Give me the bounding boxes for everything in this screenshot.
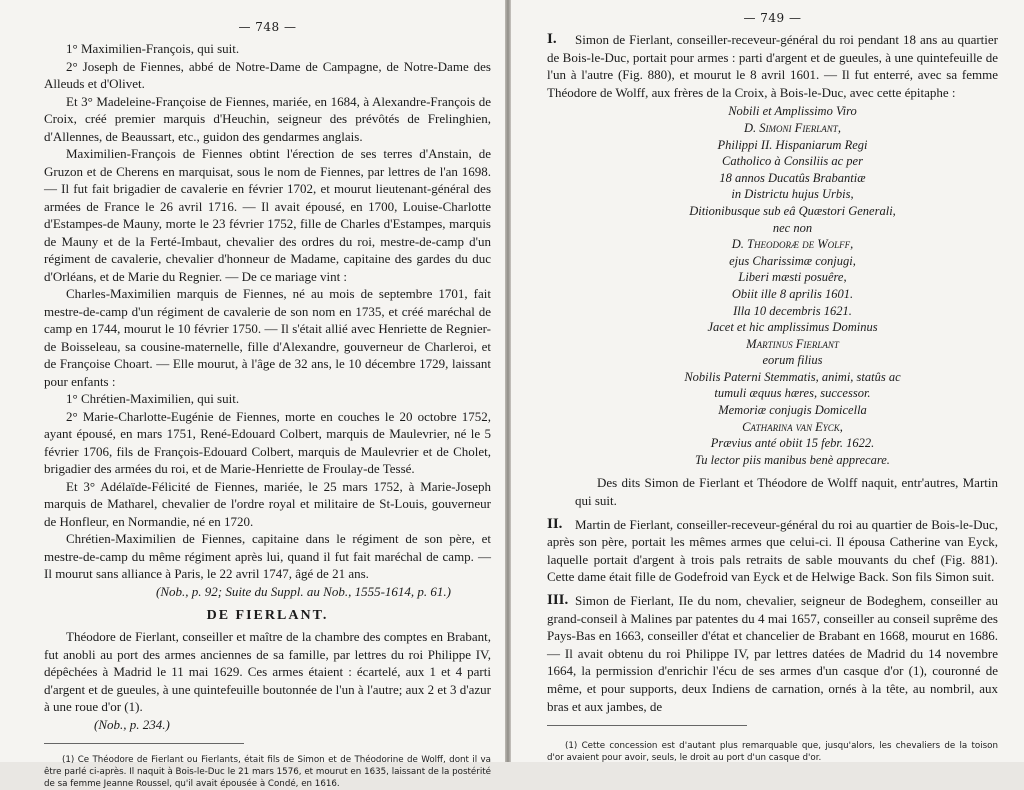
- left-paragraph: Chrétien-Maximilien de Fiennes, capitaine dans le régiment de son père, et mestre-de-camp du même régiment après lui, quand il fut fait maréchal de camp. — Il mourut sans alliance à Paris, le 22 avril 1747, âgé de 21 ans.: [44, 531, 491, 581]
- epitaph-line: Nobilis Paterni Stemmatis, animi, statûs ac: [684, 369, 901, 384]
- section-numeral: I.: [547, 31, 557, 47]
- left-paragraph: 1° Maximilien-François, qui suit.: [66, 41, 240, 56]
- left-page: [0, 0, 505, 789]
- epitaph-line: in Districtu hujus Urbis,: [731, 187, 854, 202]
- epitaph-line: Catharina van Eyck,: [742, 419, 843, 434]
- section-heading: DE FIERLANT.: [206, 608, 329, 623]
- section-2: [547, 516, 998, 586]
- epitaph-line: Nobili et Amplissimo Viro: [728, 104, 857, 119]
- epitaph-line: Liberi mæsti posuêre,: [738, 270, 847, 285]
- page-number-right: — 749 —: [743, 11, 802, 25]
- left-paragraph: Et 3° Madeleine-Françoise de Fiennes, mariée, en 1684, à Alexandre-François de Croix, créé premier marquis d'Heuchin, seigneur des prévôtés de Frelinghien, d'Allennes, de Beaussart, etc., guidon des gendarmes anglais.: [44, 93, 491, 144]
- section-text: Simon de Fierlant, IIe du nom, chevalier, seigneur de Bodeghem, conseiller au grand-conseil à Malines par patentes du 4 mai 1657, conseiller au conseil suprême des Pays-Bas en 1663, conseiller d'état et chancelier de Brabant en 1668, mourut en 1686. — Il avait obtenu du roi Philippe IV, par lettres datées de Madrid du 14 novembre 1664, la permission d'enrichir l'écu de ses armes d'un casque d'or (1), couronné de même, et pour supports, deux Indiens de carnation, ornés à la tête, au nombril, aux bras et aux jambes, de: [547, 593, 998, 714]
- epitaph-line: eorum filius: [762, 353, 823, 368]
- epitaph-line: Jacet et hic amplissimus Dominus: [707, 320, 878, 335]
- section-1: [547, 31, 998, 101]
- footnote: (1) Ce Théodore de Fierlant ou Fierlants, était fils de Simon et de Théodorine de Wolff, dont il va être parlé ci-après. Il naquit à Bois-le-Duc le 21 mars 1576, et mourut en 1635, laissant de la postérité de sa femme Jeanne Roussel, qu'il avait épousée à Condé, en 1616.: [44, 755, 491, 789]
- section-text: Simon de Fierlant, conseiller-receveur-général du roi pendant 18 ans au quartier de Bois-le-Duc, portait pour armes : parti d'argent et de gueules, à une quintefeuille de l'un à l'autre (Fig. 880), et mourut le 8 avril 1601. — Il fut enterré, avec sa femme Théodore de Wolff, aux frères de la Croix, à Bois-le-Duc, avec cette épitaphe :: [547, 32, 998, 100]
- right-page: [511, 0, 1024, 762]
- after-epitaph-paragraph: Des dits Simon de Fierlant et Théodore de Wolff naquit, entr'autres, Martin qui suit.: [575, 475, 998, 509]
- epitaph: [587, 103, 998, 468]
- footnote-divider: [547, 725, 747, 726]
- epitaph-line: Illa 10 decembris 1621.: [733, 303, 852, 318]
- epitaph-line: Martinus Fierlant: [746, 336, 839, 351]
- epitaph-line: Tu lector piis manibus benè apprecare.: [695, 452, 890, 467]
- section-numeral: III.: [547, 592, 569, 608]
- epitaph-line: tumuli æquus hæres, successor.: [714, 386, 871, 401]
- epitaph-line: D. Theodoræ de Wolff,: [731, 237, 854, 252]
- epitaph-line: D. Simoni Fierlant,: [744, 120, 841, 135]
- reference-citation: (Nob., p. 234.): [94, 716, 170, 732]
- epitaph-line: Obiit ille 8 aprilis 1601.: [731, 286, 854, 301]
- epitaph-line: Catholico à Consiliis ac per: [722, 154, 863, 169]
- footnote: (1) Cette concession est d'autant plus remarquable que, jusqu'alors, les chevaliers de la toison d'or avaient pour avoir, seuls, le droit au port d'un casque d'or.: [547, 741, 998, 764]
- epitaph-line: ejus Charissimæ conjugi,: [729, 253, 856, 268]
- epitaph-line: nec non: [772, 220, 813, 235]
- reference-citation: (Nob., p. 92; Suite du Suppl. au Nob., 1555-1614, p. 61.): [155, 583, 451, 599]
- fierlant-paragraph: Théodore de Fierlant, conseiller et maître de la chambre des comptes en Brabant, fut anobli au port des armes anciennes de sa famille, par lettres du roi Philippe IV, dépêchées à Madrid le 11 mai 1629. Ces armes étaient : écartelé, aux 1 et 4 parti d'argent et de gueules, à une quintefeuille boutonnée de l'un à l'autre; aux 2 et 3 d'azur à une roue d'or (1).: [44, 629, 491, 714]
- epitaph-line: Prævius anté obiit 15 febr. 1622.: [710, 436, 875, 451]
- epitaph-line: Philippi II. Hispaniarum Regi: [717, 137, 868, 152]
- epitaph-line: 18 annos Ducatûs Brabantiæ: [719, 170, 866, 185]
- section-text: Martin de Fierlant, conseiller-receveur-général du roi au quartier de Bois-le-Duc, après son père, portait les mêmes armes que celui-ci. Il épousa Catherine van Eyck, laquelle portait d'argent à trois pals retraits de sable mouvants du chef (Fig. 881). Cette dame était fille de Godefroid van Eyck et de Helwige Back. Son fils Simon suit.: [547, 516, 998, 585]
- left-paragraph: Maximilien-François de Fiennes obtint l'érection de ses terres d'Anstain, de Gruzon et de Cherens en marquisat, sous le nom de Fiennes, par lettres de l'an 1698. — Il fut fait brigadier de cavalerie en février 1702, et mourut lieutenant-général des armées de France le 26 avril 1716. — Il avait épousé, en 1700, Louise-Charlotte d'Estampes-de Mauny, morte le 23 février 1752, fille de Charles d'Estampes, marquis de Mauny et de la Ferté-Imbaut, chevalier des ordres du roi, mestre-de-camp d'un régiment de cavalerie, chevalier d'honneur de Madame, capitaine des gardes du duc d'Orléans, et de Marie du Regnier. — De ce mariage vint :: [44, 146, 491, 284]
- section-3: [547, 592, 998, 715]
- footnote-divider: [44, 743, 244, 744]
- epitaph-line: Ditionibusque sub eâ Quæstori Generali,: [689, 203, 896, 218]
- section-numeral: II.: [547, 515, 563, 532]
- left-paragraph: 1° Chrétien-Maximilien, qui suit.: [66, 391, 240, 406]
- left-paragraph: Charles-Maximilien marquis de Fiennes, né au mois de septembre 1701, fait mestre-de-camp d'un régiment de cavalerie de son nom en 1735, et créé maréchal de camp en 1744, mourut le 10 février 1750. — Il s'était allié avec Henriette de Regnier-de Boisseleau, sa cousine-maternelle, fille d'Alexandre, gouverneur de Charleroi, et de Françoise Choart. — Elle mourut, à l'âge de 32 ans, le 10 décembre 1729, laissant pour enfants :: [44, 286, 491, 389]
- left-paragraph: Et 3° Adélaïde-Félicité de Fiennes, mariée, le 25 mars 1752, à Marie-Joseph marquis de Matharel, chevalier de l'ordre royal et militaire de St-Louis, gouverneur de Honfleur, en Normandie, né en 1720.: [44, 478, 491, 529]
- epitaph-line: Memoriæ conjugis Domicella: [718, 403, 867, 418]
- left-paragraph: 2° Joseph de Fiennes, abbé de Notre-Dame de Campagne, de Notre-Dame des Alleuds et d'Olivet.: [44, 58, 491, 91]
- left-paragraph: 2° Marie-Charlotte-Eugénie de Fiennes, morte en couches le 20 octobre 1752, ayant épousé, en mars 1751, René-Edouard Colbert, marquis de Maulevrier, né le 5 février 1706, fils de François-Edouard Colbert, marquis de Maulevrier et de Cholet, brigadier des armées du roi, et de Marie-Henriette de Froulay-de Tessé.: [44, 408, 491, 476]
- page-number-left: — 748 —: [238, 20, 297, 34]
